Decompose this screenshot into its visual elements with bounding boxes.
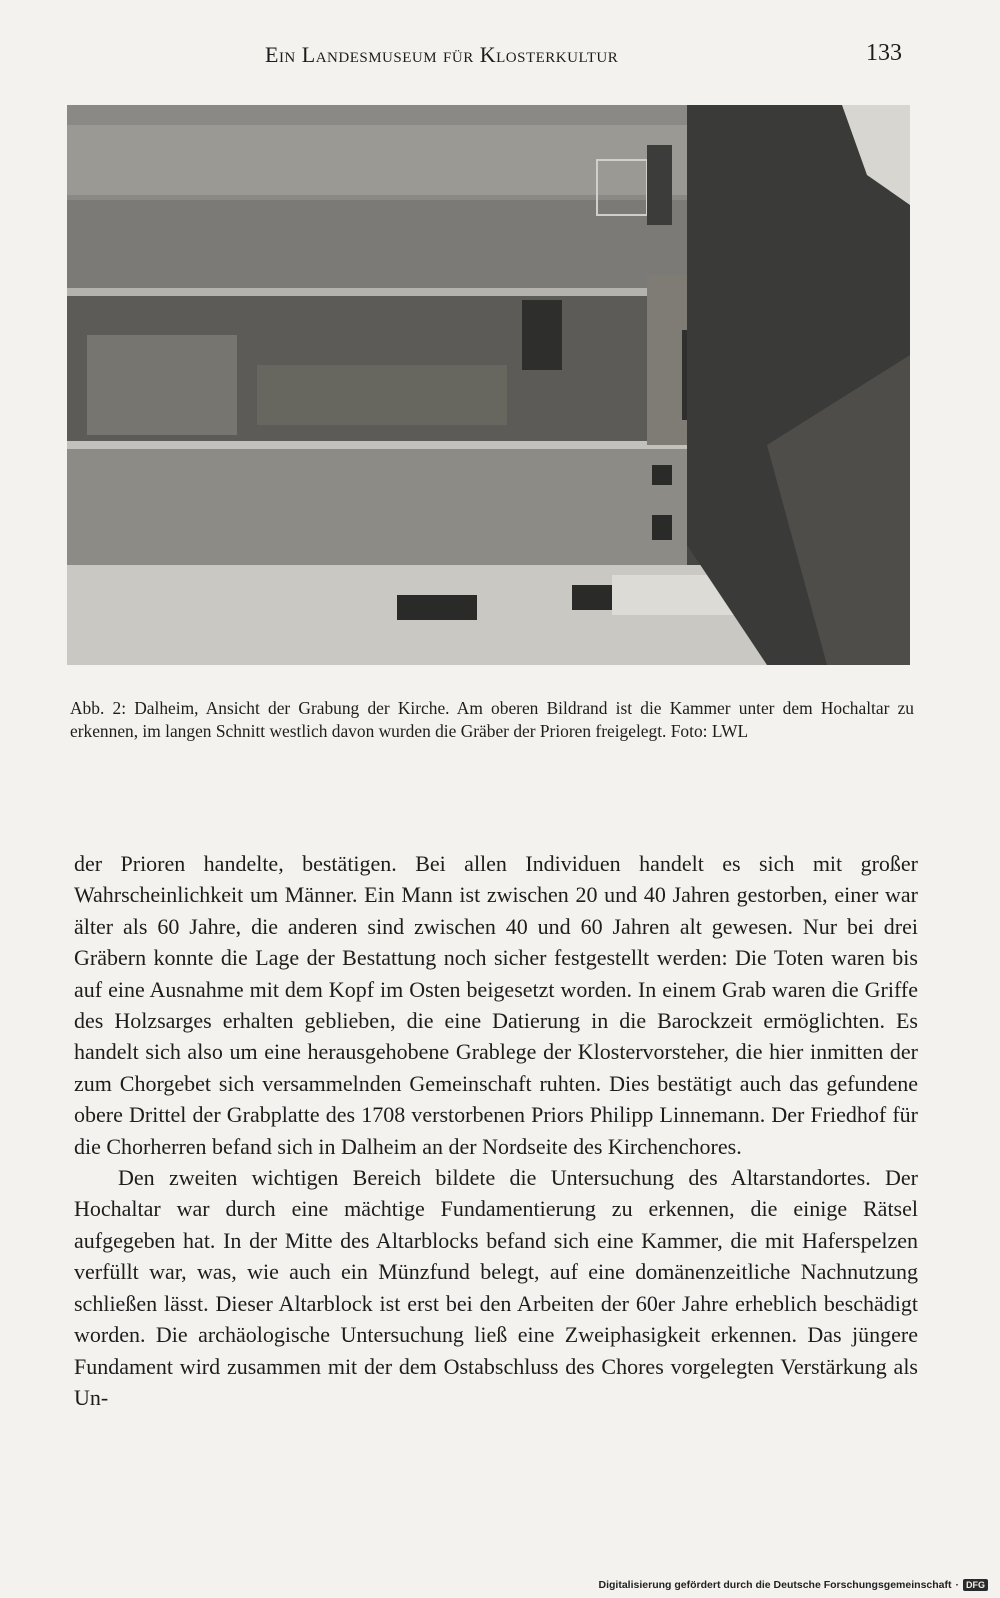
dfg-logo-icon: DFG: [963, 1579, 988, 1591]
digitization-note: Digitalisierung gefördert durch die Deutsche Forschungsgemeinschaft: [598, 1579, 952, 1591]
running-title: Ein Landesmuseum für Klosterkultur: [265, 42, 619, 67]
paragraph-1: der Prioren handelte, bestätigen. Bei allen Individuen handelt es sich mit großer Wahrscheinlichkeit um Männer. Ein Mann ist zwischen 20 und 40 Jahren gestorben, einer war älter als 60 Jahre, die anderen sind zwischen 40 und 60 Jahren alt gewesen. Nur bei drei Gräbern konnte die Lage der Bestattung noch sicher festgestellt werden: Die Toten waren bis auf eine Ausnahme mit dem Kopf im Osten beigesetzt worden. In einem Grab waren die Griffe des Holzsarges erhalten geblieben, die eine Datierung in die Barockzeit ermöglichten. Es handelt sich also um eine herausgehobene Grablege der Klostervorsteher, die hier inmitten der zum Chorgebet sich versammelnden Gemeinschaft ruhten. Dies bestätigt auch das gefundene obere Drittel der Grabplatte des 1708 verstorbenen Priors Philipp Linnemann. Der Friedhof für die Chorherren befand sich in Dalheim an der Nordseite des Kirchenchores.: [74, 851, 918, 1159]
running-head: [0, 34, 1000, 74]
body-text: [74, 848, 918, 1413]
caption-text: Abb. 2: Dalheim, Ansicht der Grabung der Kirche. Am oberen Bildrand ist die Kammer unter dem Hochaltar zu erkennen, im langen Schnitt westlich davon wurden die Gräber der Prioren freigelegt. Foto: LWL: [70, 698, 914, 741]
figure-caption: [70, 697, 914, 743]
excavation-photo: [67, 105, 910, 665]
page-number: 133: [866, 40, 902, 66]
digitization-footer: Digitalisierung gefördert durch die Deutsche Forschungsgemeinschaft · DFG: [599, 1576, 988, 1594]
paragraph-2: Den zweiten wichtigen Bereich bildete die Untersuchung des Altarstandortes. Der Hochaltar war durch eine mächtige Fundamentierung zu erkennen, die einige Rätsel aufgegeben hat. In der Mitte des Altarblocks befand sich eine Kammer, die mit Haferspelzen verfüllt war, was, wie auch ein Münzfund belegt, auf eine domänenzeitliche Nachnutzung schließen lässt. Dieser Altarblock ist erst bei den Arbeiten der 60er Jahre erheblich beschädigt worden. Die archäologische Untersuchung ließ eine Zweiphasigkeit erkennen. Das jüngere Fundament wird zusammen mit der dem Ostabschluss des Chores vorgelegten Verstärkung als Un-: [74, 1165, 918, 1410]
